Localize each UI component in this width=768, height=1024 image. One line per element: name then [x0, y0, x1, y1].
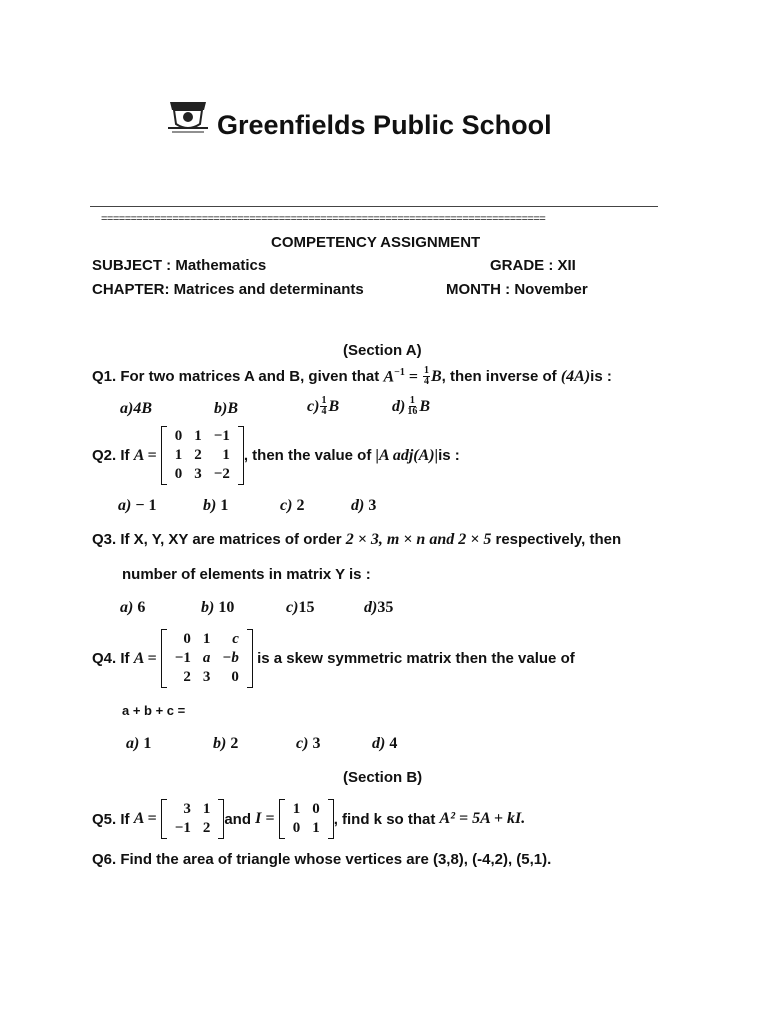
school-logo — [166, 98, 210, 136]
question-4 — [92, 629, 575, 688]
q3-suffix: respectively, then — [491, 531, 622, 548]
q1-expr: (4A) — [560, 367, 591, 385]
q2-suffix: is : — [438, 447, 460, 464]
q2-matrix: 0 1 −1 1 2 1 0 3 −2 — [161, 426, 244, 485]
question-1 — [92, 366, 612, 387]
q2-option-a: a) − 1 — [118, 497, 157, 514]
q3-prefix: Q3. If X, Y, XY are matrices of order — [92, 531, 342, 548]
month-label: MONTH : November — [446, 281, 588, 298]
q5-matrix-i: 1 0 0 1 — [279, 799, 334, 839]
q5-var-i: I = — [255, 810, 275, 827]
q2-var: A = — [133, 446, 157, 464]
q1-lhs: $A^{-1}$ = — [383, 366, 418, 386]
q3-option-a: a) 6 — [120, 599, 146, 616]
q2-expr: |A adj(A)| — [375, 446, 439, 464]
q1-suffix: is : — [590, 368, 612, 385]
q4-option-a: a) 1 — [126, 735, 152, 752]
q5-var-a: A = — [133, 810, 157, 827]
question-5 — [92, 799, 525, 839]
q4-matrix: 0 1 c −1 a −b 2 3 0 — [161, 629, 253, 688]
q5-matrix-a: 3 1 −1 2 — [161, 799, 225, 839]
q5-equation: A² = 5A + kI. — [439, 810, 526, 827]
chapter-label: CHAPTER: Matrices and determinants — [92, 281, 364, 298]
separator-line: =========================================================================== — [101, 213, 546, 225]
assignment-title: COMPETENCY ASSIGNMENT — [271, 234, 481, 251]
q3-option-b: b) 10 — [201, 599, 235, 616]
section-b-heading: (Section B) — [343, 769, 423, 786]
q4-option-d: d) 4 — [372, 735, 398, 752]
section-a-heading: (Section A) — [343, 342, 422, 359]
q2-option-b: b) 1 — [203, 497, 229, 514]
question-3 — [92, 531, 621, 549]
q1-option-c: c) $\frac{1}{4}$ B — [307, 395, 340, 417]
school-name: Greenfields Public School — [217, 110, 552, 140]
grade-label: GRADE : XII — [490, 257, 576, 274]
q4-option-b: b) 2 — [213, 735, 239, 752]
subject-label: SUBJECT : Mathematics — [92, 257, 267, 274]
q1-fraction: $\frac{1}{4}$ — [423, 365, 429, 387]
q4-line2: a + b + c = — [122, 703, 186, 718]
q4-suffix: is a skew symmetric matrix then the value of — [257, 650, 575, 667]
q4-option-c: c) 3 — [296, 735, 321, 752]
q4-prefix: Q4. If — [92, 650, 130, 667]
header-divider — [90, 206, 658, 207]
question-2 — [92, 426, 460, 485]
q1-option-d: d) $\frac{1}{16}$ B — [392, 395, 430, 417]
q2-option-d: d) 3 — [351, 497, 377, 514]
q1-prefix: Q1. For two matrices A and B, given that — [92, 368, 380, 385]
q5-mid: , find k so that — [333, 810, 436, 828]
q3-option-d: d)35 — [364, 599, 394, 616]
q2-mid: , then the value of — [243, 447, 372, 464]
q3-orders: 2 × 3, m × n and 2 × 5 — [345, 531, 492, 548]
question-6: Q6. Find the area of triangle whose vertices are (3,8), (-4,2), (5,1). — [92, 851, 552, 868]
q1-mid: , then inverse of — [441, 368, 557, 385]
q5-prefix: Q5. If — [92, 810, 130, 828]
q5-and: and — [224, 810, 251, 828]
q4-var: A = — [133, 649, 157, 667]
q1-option-b: b)B — [214, 400, 238, 417]
q2-option-c: c) 2 — [280, 497, 305, 514]
q3-option-c: c)15 — [286, 599, 315, 616]
q2-prefix: Q2. If — [92, 447, 130, 464]
q1-rhs: B — [430, 367, 442, 385]
q3-line2: number of elements in matrix Y is : — [122, 566, 371, 583]
q1-option-a: a)4B — [120, 400, 152, 417]
